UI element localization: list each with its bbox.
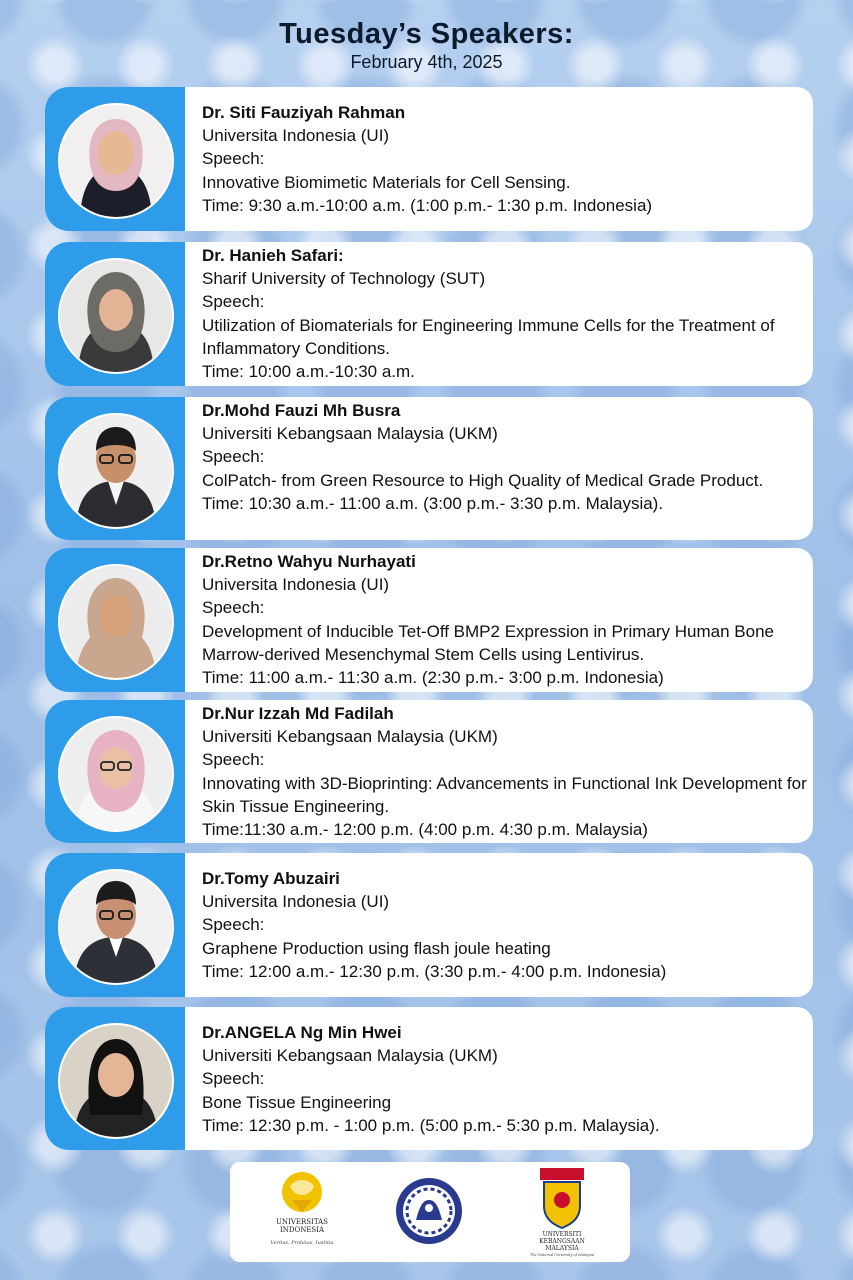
speaker-institution: Universita Indonesia (UI) xyxy=(202,892,390,912)
gear-emblem-icon xyxy=(394,1176,464,1246)
ui-logo-line2: INDONESIA xyxy=(279,1226,325,1234)
speaker-name: Dr. Hanieh Safari: xyxy=(202,246,344,265)
speech-label: Speech: xyxy=(202,750,265,770)
speech-time: Time:11:30 a.m.- 12:00 p.m. (4:00 p.m. 4:30 p.m. Malaysia) xyxy=(202,820,648,840)
speaker-card xyxy=(45,397,813,540)
speaker-photo xyxy=(58,564,174,680)
speech-time: Time: 11:00 a.m.- 11:30 a.m. (2:30 p.m.- 3:00 p.m. Indonesia) xyxy=(202,668,664,688)
speaker-institution: Universiti Kebangsaan Malaysia (UKM) xyxy=(202,727,498,747)
speech-time: Time: 10:30 a.m.- 11:00 a.m. (3:00 p.m.- 3:30 p.m. Malaysia). xyxy=(202,493,664,513)
speaker-name: Dr. Siti Fauziyah Rahman xyxy=(202,103,406,122)
ukm-logo xyxy=(530,1166,594,1262)
person-icon xyxy=(60,415,172,527)
speech-title: Development of Inducible Tet-Off BMP2 Expression in Primary Human Bone Marrow-derived Mesenchymal Stem Cells using Lentivirus. xyxy=(202,621,774,664)
header xyxy=(0,16,853,72)
ukm-logo-line2: KEBANGSAAN xyxy=(539,1238,585,1245)
makara-icon xyxy=(270,1168,334,1256)
ukm-logo-line3: MALAYSIA xyxy=(545,1245,579,1252)
speech-title: ColPatch- from Green Resource to High Quality of Medical Grade Product. xyxy=(202,470,764,490)
speaker-photo xyxy=(58,1023,174,1139)
speaker-photo xyxy=(58,716,174,832)
speaker-name: Dr.Tomy Abuzairi xyxy=(202,869,340,888)
speech-time: Time: 9:30 a.m.-10:00 a.m. (1:00 p.m.- 1:30 p.m. Indonesia) xyxy=(202,195,653,215)
speaker-card xyxy=(45,548,813,692)
speech-time: Time: 10:00 a.m.-10:30 a.m. xyxy=(202,362,415,382)
person-icon xyxy=(60,105,172,217)
crest-icon xyxy=(530,1166,594,1258)
speech-label: Speech: xyxy=(202,149,265,169)
speech-time: Time: 12:30 p.m. - 1:00 p.m. (5:00 p.m.- 5:30 p.m. Malaysia). xyxy=(202,1115,660,1135)
speaker-institution: Universita Indonesia (UI) xyxy=(202,126,390,146)
speaker-photo xyxy=(58,413,174,529)
speaker-card xyxy=(45,853,813,997)
person-icon xyxy=(60,566,172,678)
speech-label: Speech: xyxy=(202,292,265,312)
speaker-photo xyxy=(58,869,174,985)
page-title: Tuesday’s Speakers: xyxy=(279,18,574,50)
universitas-indonesia-logo xyxy=(270,1168,334,1260)
speech-title: Utilization of Biomaterials for Engineering Immune Cells for the Treatment of Inflammatory Conditions. xyxy=(202,315,775,358)
speech-time: Time: 12:00 a.m.- 12:30 p.m. (3:30 p.m.- 4:00 p.m. Indonesia) xyxy=(202,961,667,981)
speech-label: Speech: xyxy=(202,447,265,467)
speech-title: Innovating with 3D-Bioprinting: Advancements in Functional Ink Development for Skin Tissue Engineering. xyxy=(202,773,807,816)
speech-label: Speech: xyxy=(202,915,265,935)
speech-label: Speech: xyxy=(202,598,265,618)
person-icon xyxy=(60,718,172,830)
speaker-photo xyxy=(58,103,174,219)
person-icon xyxy=(60,1025,172,1137)
speaker-institution: Universiti Kebangsaan Malaysia (UKM) xyxy=(202,424,498,444)
speaker-card xyxy=(45,1007,813,1150)
person-icon xyxy=(60,260,172,372)
speaker-card xyxy=(45,87,813,231)
ui-logo-motto: Veritas, Probitas, Iustitia xyxy=(270,1240,334,1246)
speaker-institution: Universita Indonesia (UI) xyxy=(202,575,390,595)
speech-title: Innovative Biomimetic Materials for Cell Sensing. xyxy=(202,172,571,192)
ukm-logo-line4: The National University of Malaysia xyxy=(530,1253,594,1257)
person-icon xyxy=(60,871,172,983)
speaker-card xyxy=(45,700,813,843)
ui-logo-line1: UNIVERSITAS xyxy=(276,1218,328,1226)
speaker-photo xyxy=(58,258,174,374)
speaker-card xyxy=(45,242,813,386)
ukm-logo-line1: UNIVERSITI xyxy=(542,1231,582,1238)
speaker-institution: Sharif University of Technology (SUT) xyxy=(202,269,486,289)
speech-title: Graphene Production using flash joule heating xyxy=(202,938,551,958)
event-date: February 4th, 2025 xyxy=(350,52,503,72)
sharif-university-logo xyxy=(394,1176,464,1250)
speaker-name: Dr.Nur Izzah Md Fadilah xyxy=(202,704,394,723)
speaker-name: Dr.ANGELA Ng Min Hwei xyxy=(202,1023,402,1042)
partner-logos xyxy=(230,1162,630,1262)
speech-label: Speech: xyxy=(202,1069,265,1089)
speech-title: Bone Tissue Engineering xyxy=(202,1092,392,1112)
speaker-name: Dr.Retno Wahyu Nurhayati xyxy=(202,552,416,571)
speaker-institution: Universiti Kebangsaan Malaysia (UKM) xyxy=(202,1046,498,1066)
speaker-name: Dr.Mohd Fauzi Mh Busra xyxy=(202,401,401,420)
